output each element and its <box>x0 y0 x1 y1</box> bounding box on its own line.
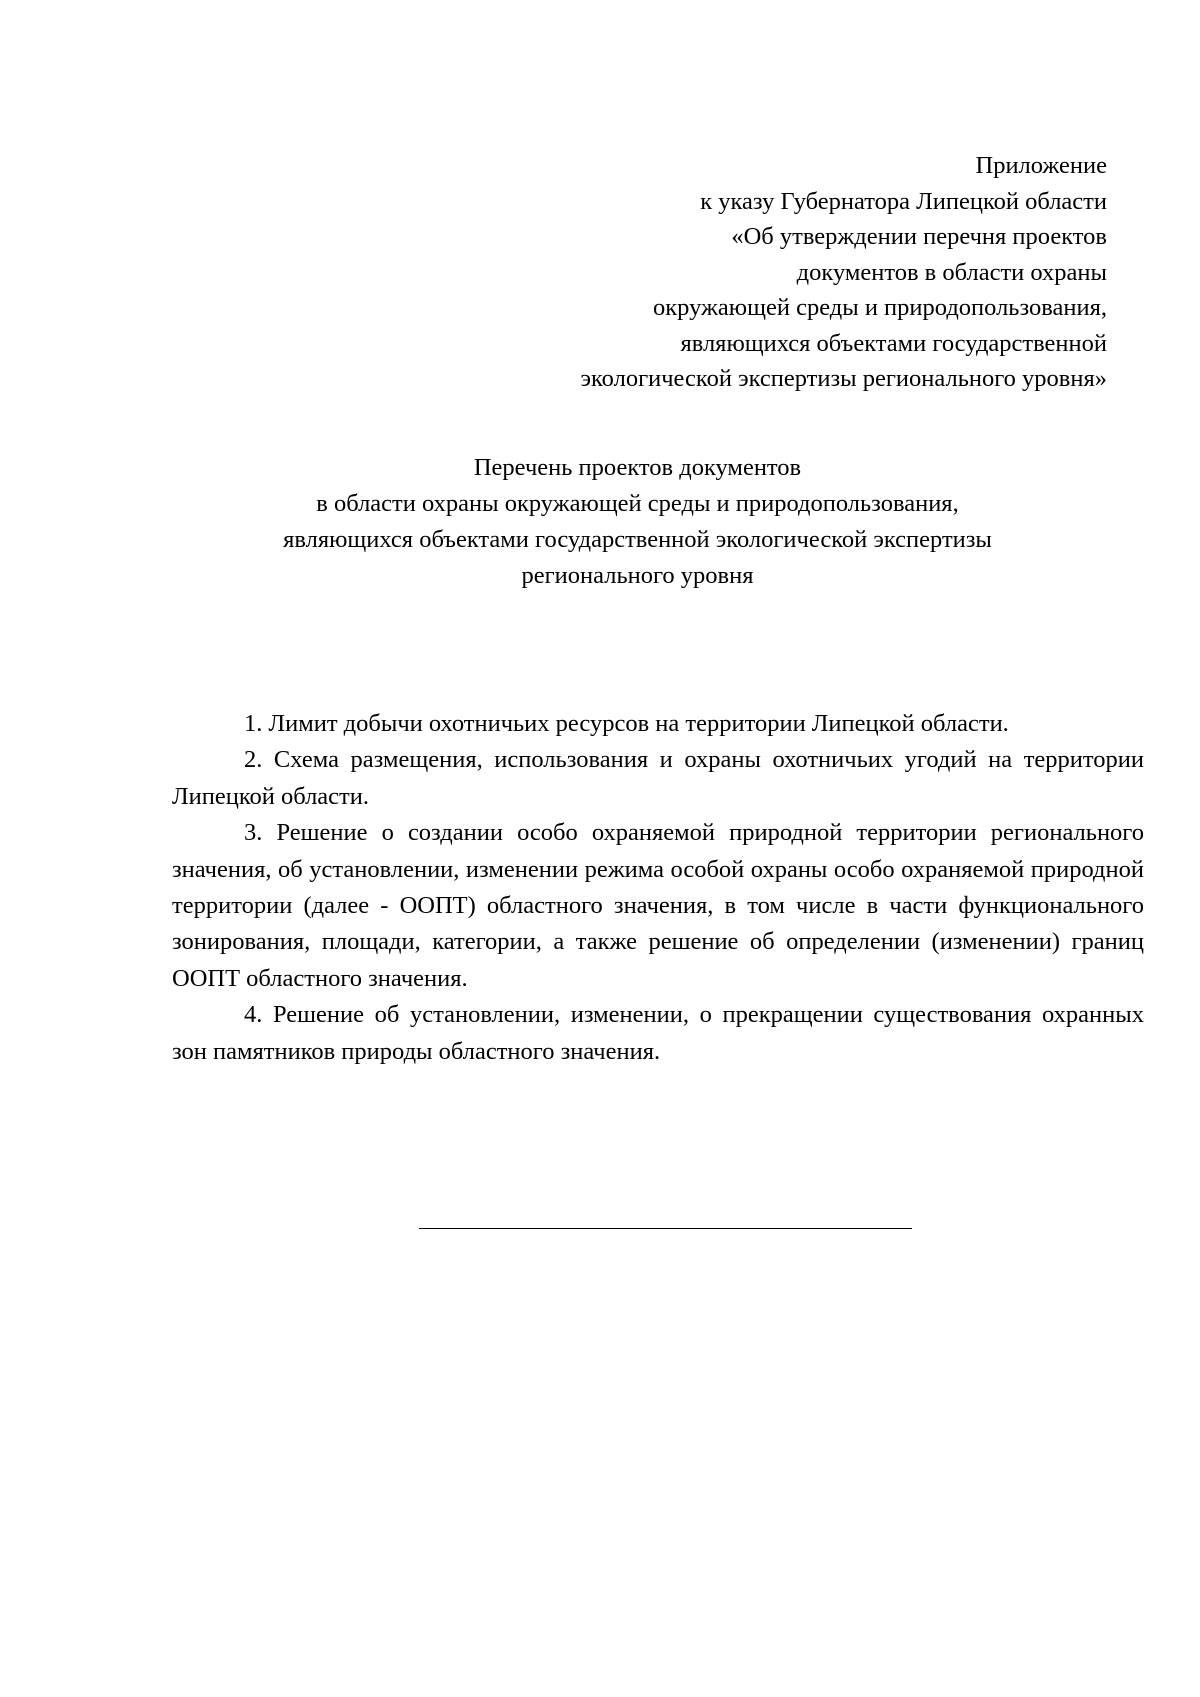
closing-divider <box>419 1228 912 1229</box>
list-item: 1. Лимит добычи охотничьих ресурсов на территории Липецкой области. <box>244 710 1009 737</box>
title-line: являющихся объектами государственной экологической экспертизы <box>283 526 992 553</box>
list-item: 3. Решение о создании особо охраняемой природной территории регионального значения, об установлении, изменении режима особой охраны особо охраняемой природной территории (далее - ООПТ) областного значения, в том числе в части функционального зонирования, площади, категории, а также решение об определении (изменении) границ ООПТ областного значения. <box>172 819 1144 992</box>
appendix-line: являющихся объектами государственной <box>680 329 1107 357</box>
title-line: регионального уровня <box>521 562 754 589</box>
appendix-line: документов в области охраны <box>796 258 1107 286</box>
appendix-line: к указу Губернатора Липецкой области <box>700 187 1107 215</box>
appendix-line: «Об утверждении перечня проектов <box>731 223 1107 250</box>
title-line: в области охраны окружающей среды и природопользования, <box>316 490 959 517</box>
appendix-header <box>581 148 1108 397</box>
document-list <box>172 706 1144 1070</box>
title-line: Перечень проектов документов <box>473 454 802 481</box>
appendix-line: экологической экспертизы регионального уровня» <box>580 365 1107 392</box>
list-item: 2. Схема размещения, использования и охраны охотничьих угодий на территории Липецкой области. <box>172 746 1144 810</box>
appendix-line: Приложение <box>975 152 1107 179</box>
document-title <box>160 450 1115 594</box>
list-item: 4. Решение об установлении, изменении, о прекращении существования охранных зон памятников природы областного значения. <box>172 1001 1144 1065</box>
appendix-line: окружающей среды и природопользования, <box>653 294 1107 321</box>
